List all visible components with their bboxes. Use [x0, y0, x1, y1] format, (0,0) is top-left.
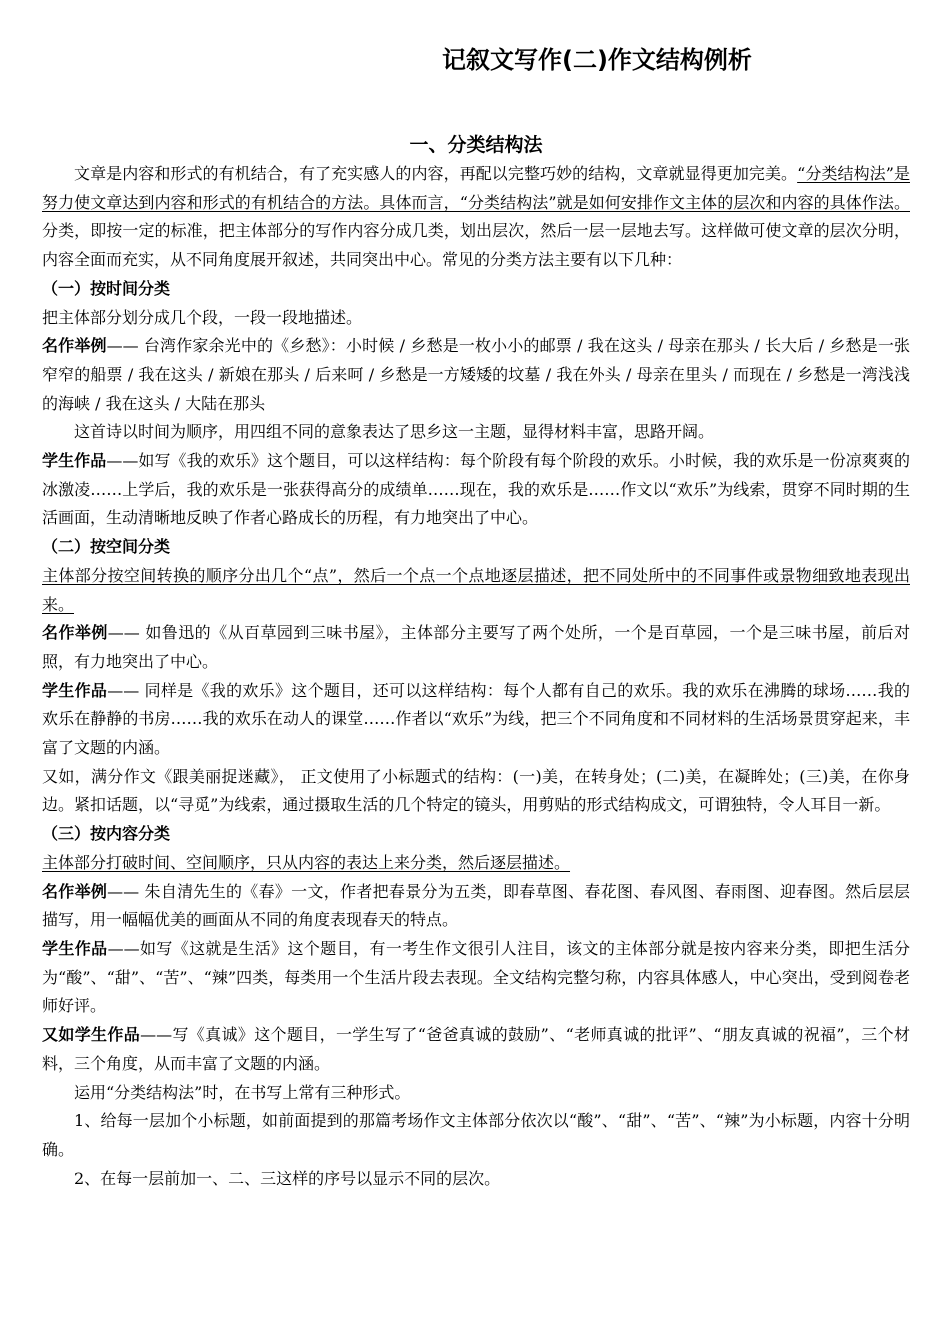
subsection-content-title: （三）按内容分类	[42, 824, 171, 844]
forms-intro: 运用“分类结构法”时，在书写上常有三种形式。	[74, 1082, 411, 1102]
time-student-example	[42, 447, 910, 533]
forms-item-1: 1、给每一层加个小标题，如前面提到的那篇考场作文主体部分依次以“酸”、“甜”、“苦”、“辣”为小标题，内容十分明确。	[42, 1111, 910, 1159]
famous-example-label: 名作举例	[42, 336, 107, 356]
subsection-space-desc: 主体部分按空间转换的顺序分出几个“点”，然后一个点一个点地逐层描述，把不同处所中的不同事件或景物细致地表现出来。	[42, 565, 910, 614]
student-work-label-2: 又如学生作品	[42, 1025, 141, 1045]
intro-paragraph	[42, 160, 910, 275]
student-work-label: 学生作品	[42, 938, 108, 958]
forms-item-2: 2、在每一层前加一、二、三这样的序号以显示不同的层次。	[74, 1168, 501, 1188]
subsection-time-desc: 把主体部分划分成几个段，一段一段地描述。	[42, 307, 363, 327]
time-famous-example	[42, 332, 910, 418]
content-student-example-2	[42, 1021, 910, 1078]
document-title: 记叙文写作(二)作文结构例析	[442, 46, 752, 74]
famous-example-text: —— 朱自清先生的《春》一文，作者把春景分为五类，即春草图、春花图、春风图、春雨图、迎春图。然后层层描写，用一幅幅优美的画面从不同的角度表现春天的特点。	[42, 881, 910, 930]
famous-example-text: —— 台湾作家余光中的《乡愁》：小时候 / 乡愁是一枚小小的邮票 / 我在这头 / 母亲在那头 / 长大后 / 乡愁是一张窄窄的船票 / 我在这头 / 新娘在那头 / 后来呵 / 乡愁是一方矮矮的坟墓 / 我在外头 / 母亲在里头 / 而现在 / 乡愁是一湾浅浅的海峡 / 我在这头 / 大陆在那头	[42, 336, 910, 413]
intro-underlined-text: “分类结构法”是努力使文章达到内容和形式的有机结合的方法。具体而言，“分类结构法”就是如何安排作文主体的层次和内容的具体作法。	[42, 164, 910, 212]
intro-text-a: 文章是内容和形式的有机结合，有了充实感人的内容，再配以完整巧妙的结构，文章就显得更加完美。	[74, 164, 798, 183]
space-student-example	[42, 677, 910, 763]
content-student-example	[42, 935, 910, 1021]
student-work-text-2: ——写《真诚》这个题目，一学生写了“爸爸真诚的鼓励”、“老师真诚的批评”、“朋友真诚的祝福”，三个材料，三个角度，从而丰富了文题的内涵。	[42, 1025, 910, 1073]
subsection-time-title: （一）按时间分类	[42, 278, 171, 298]
section-title: 一、分类结构法	[409, 134, 543, 156]
content-famous-example	[42, 878, 910, 935]
document-body	[42, 160, 910, 1193]
subsection-content-desc: 主体部分打破时间、空间顺序，只从内容的表达上来分类，然后逐层描述。	[42, 852, 571, 872]
student-work-label: 学生作品	[42, 451, 107, 471]
intro-text-c: 分类，即按一定的标准，把主体部分的写作内容分成几类，划出层次，然后一层一层地去写。这样做可使文章的层次分明，内容全面而充实，从不同角度展开叙述，共同突出中心。常见的分类方法主要有以下几种：	[42, 221, 910, 270]
space-more-example: 又如，满分作文《跟美丽捉迷藏》， 正文使用了小标题式的结构：(一)美，在转身处；(二)美，在凝眸处；(三)美，在你身边。紧扣话题，以“寻觅”为线索，通过摄取生活的几个特定的镜头，用剪贴的形式结构成文，可谓独特，令人耳目一新。	[42, 766, 910, 815]
famous-example-label: 名作举例	[42, 623, 108, 643]
time-comment: 这首诗以时间为顺序，用四组不同的意象表达了思乡这一主题，显得材料丰富，思路开阔。	[74, 422, 715, 442]
famous-example-text: —— 如鲁迅的《从百草园到三味书屋》，主体部分主要写了两个处所，一个是百草园，一个是三味书屋，前后对照，有力地突出了中心。	[42, 623, 910, 671]
subsection-content-desc-wrap	[42, 849, 910, 878]
space-famous-example	[42, 619, 910, 676]
student-work-text: —— 同样是《我的欢乐》这个题目，还可以这样结构：每个人都有自己的欢乐。我的欢乐在沸腾的球场……我的欢乐在静静的书房……我的欢乐在动人的课堂……作者以“欢乐”为线，把三个不同角度和不同材料的生活场景贯穿起来，丰富了文题的内涵。	[42, 680, 910, 758]
student-work-text: ——如写《我的欢乐》这个题目，可以这样结构：每个阶段有每个阶段的欢乐。小时候，我的欢乐是一份凉爽爽的冰激凌……上学后，我的欢乐是一张获得高分的成绩单……现在，我的欢乐是……作文以“欢乐”为线索，贯穿不同时期的生活画面，生动清晰地反映了作者心路成长的历程，有力地突出了中心。	[42, 451, 910, 528]
student-work-text: ——如写《这就是生活》这个题目，有一考生作文很引人注目，该文的主体部分就是按内容来分类，即把生活分为“酸”、“甜”、“苦”、“辣”四类，每类用一个生活片段去表现。全文结构完整匀称，内容具体感人，中心突出，受到阅卷老师好评。	[42, 938, 910, 1016]
student-work-label: 学生作品	[42, 680, 108, 700]
famous-example-label: 名作举例	[42, 881, 108, 901]
subsection-space-title: （二）按空间分类	[42, 537, 171, 557]
